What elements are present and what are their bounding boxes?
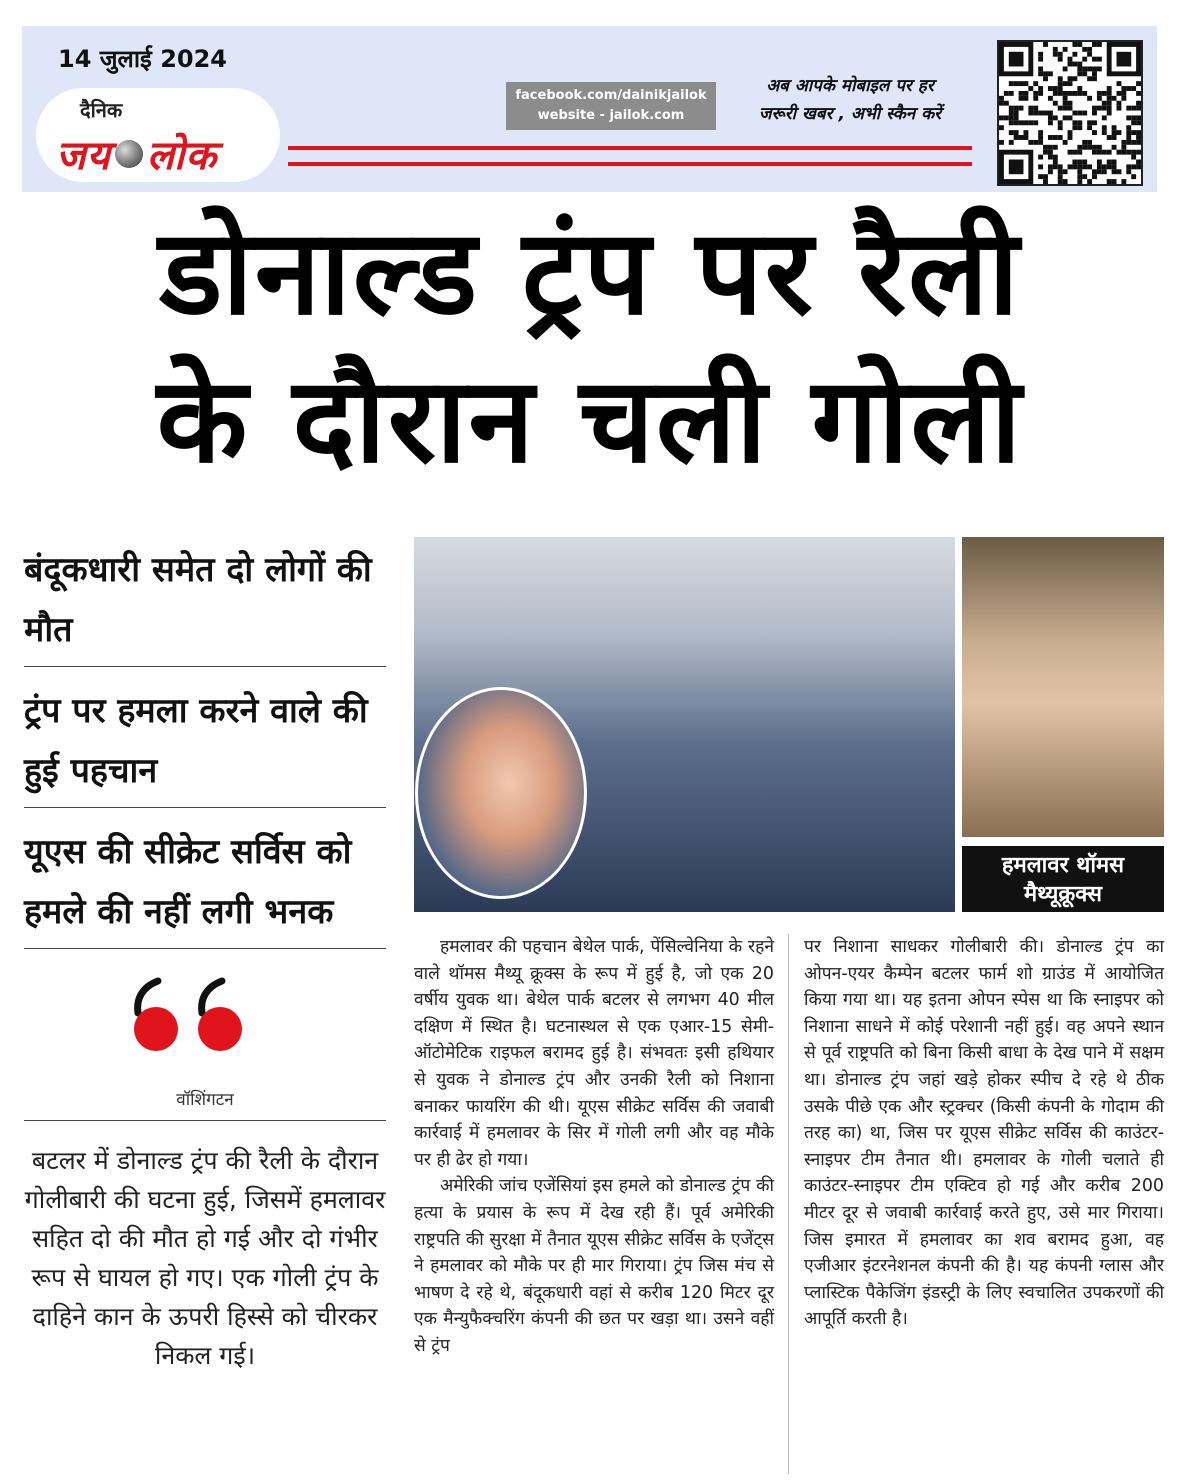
headline-line-1: डोनाल्ड ट्रंप पर रैली — [159, 203, 1021, 341]
main-headline — [20, 198, 1160, 494]
social-links — [506, 82, 716, 130]
issue-date: 14 जुलाई 2024 — [58, 45, 227, 73]
caption-line-2: मैथ्यूक्रूक्स — [1023, 882, 1103, 907]
scan-prompt-line2: जरूरी खबर , अभी स्कैन करें — [758, 104, 942, 124]
attacker-caption — [962, 846, 1164, 912]
quote-mark-icon — [24, 963, 386, 1073]
body-paragraph: हमलावर की पहचान बेथेल पार्क, पेंसिल्वेनिया के रहने वाले थॉमस मैथ्यू क्रूक्स के रूप में हुई है, जो एक 20 वर्षीय युवक था। बेथेल पार्क बटलर से लगभग 40 मील दक्षिण में स्थित है। घटनास्थल से एक एआर-15 सेमी-ऑटोमेटिक राइफल बरामद हुई है। संभवतः इसी हथियार से युवक ने डोनाल्ड ट्रंप और उनकी रैली को निशाना बनाकर फायरिंग की थी। यूएस सीक्रेट सर्विस की जवाबी कार्रवाई में हमलावर के सिर में गोली लगी और वह मौके पर ही ढेर हो गया। — [414, 937, 774, 1170]
facebook-link[interactable]: facebook.com/dainikjailok — [515, 88, 707, 103]
scan-prompt — [742, 72, 958, 128]
body-column-1 — [414, 934, 774, 1360]
story-summary: बटलर में डोनाल्ड ट्रंप की रैली के दौरान गोलीबारी की घटना हुई, जिसमें हमलावर सहित दो की मौत हो गई और दो गंभीर रूप से घायल हो गए। एक गोली ट्रंप के दाहिने कान के ऊपरी हिस्से को चीरकर निकल गई। — [24, 1146, 386, 1370]
left-column — [24, 540, 386, 1375]
scan-prompt-line1: अब आपके मोबाइल पर हर — [766, 76, 934, 96]
divider-red-top — [288, 146, 972, 150]
body-column-2 — [804, 934, 1164, 1333]
newspaper-logo — [36, 88, 280, 182]
logo-left-word: जय — [56, 133, 111, 179]
attacker-photo — [962, 537, 1164, 837]
qr-code-graphic — [999, 42, 1141, 184]
subhead-3: यूएस की सीक्रेट सर्विस को हमले की नहीं लगी भनक — [24, 822, 386, 949]
globe-icon — [115, 140, 143, 168]
headline-line-2: के दौरान चली गोली — [156, 351, 1024, 489]
body-paragraph: अमेरिकी जांच एजेंसियां इस हमले को डोनाल्ड ट्रंप की हत्या के प्रयास के रूप में देख रही हैं। पूर्व अमेरिकी राष्ट्रपति की सुरक्षा में तैनात यूएस सीक्रेट सर्विस के एजेंट्स ने हमलावर को मौके पर ही मार गिराया। ट्रंप जिस मंच से भाषण दे रहे थे, बंदूकधारी वहां से करीब 120 मिटर दूर एक मैन्युफैक्चरिंग कंपनी की छत पर खड़ा था। उसने वहीं से ट्रंप — [414, 1176, 774, 1356]
logo-right-word: लोक — [146, 133, 218, 179]
quote-left-icon — [128, 973, 184, 1053]
subhead-2: ट्रंप पर हमला करने वाले की हुई पहचान — [24, 681, 386, 808]
masthead — [22, 26, 1157, 192]
divider-red-bottom — [288, 162, 972, 166]
logo-wordmark — [56, 126, 217, 181]
body-paragraph: पर निशाना साधकर गोलीबारी की। डोनाल्ड ट्रंप का ओपन-एयर कैम्पेन बटलर फार्म शो ग्राउंड में आयोजित किया गया था। यह इतना ओपन स्पेस था कि स्नाइपर को निशाना साधने में कोई परेशानी नहीं हुई। वह अपने स्थान से पूर्व राष्ट्रपति को बिना किसी बाधा के देख पाने में सक्षम था। डोनाल्ड ट्रंप जहां खड़े होकर स्पीच दे रहे थे ठीक उसके पीछे एक और स्ट्रक्चर (किसी कंपनी के गोदाम की तरह का) था, जिस पर यूएस सीक्रेट सर्विस की काउंटर-स्नाइपर टीम तैनात थी। हमलावर के गोली चलाते ही काउंटर-स्नाइपर टीम एक्टिव हो गई और करीब 200 मीटर दूर से जवाबी कार्रवाई करते हुए, उसे मार गिराया। जिस इमारत में हमलावर का शव बरामद हुआ, वह एजीआर इंटरनेशनल कंपनी की है। यह कंपनी ग्लास और प्लास्टिक पैकेजिंग इंडस्ट्री के लिए स्वचालित उपकरणों की आपूर्ति करती है। — [804, 937, 1164, 1330]
rally-photo — [414, 537, 955, 912]
dateline: वॉशिंगटन — [24, 1073, 386, 1121]
caption-line-1: हमलावर थॉमस — [1001, 853, 1125, 878]
qr-code-icon[interactable] — [997, 40, 1143, 186]
quote-right-icon — [192, 973, 248, 1053]
website-link[interactable]: website - jailok.com — [537, 108, 685, 123]
logo-small-text: दैनिक — [80, 98, 123, 122]
subhead-1: बंदूकधारी समेत दो लोगों की मौत — [24, 540, 386, 667]
column-divider — [788, 934, 789, 1474]
inset-photo-trump — [415, 687, 587, 899]
